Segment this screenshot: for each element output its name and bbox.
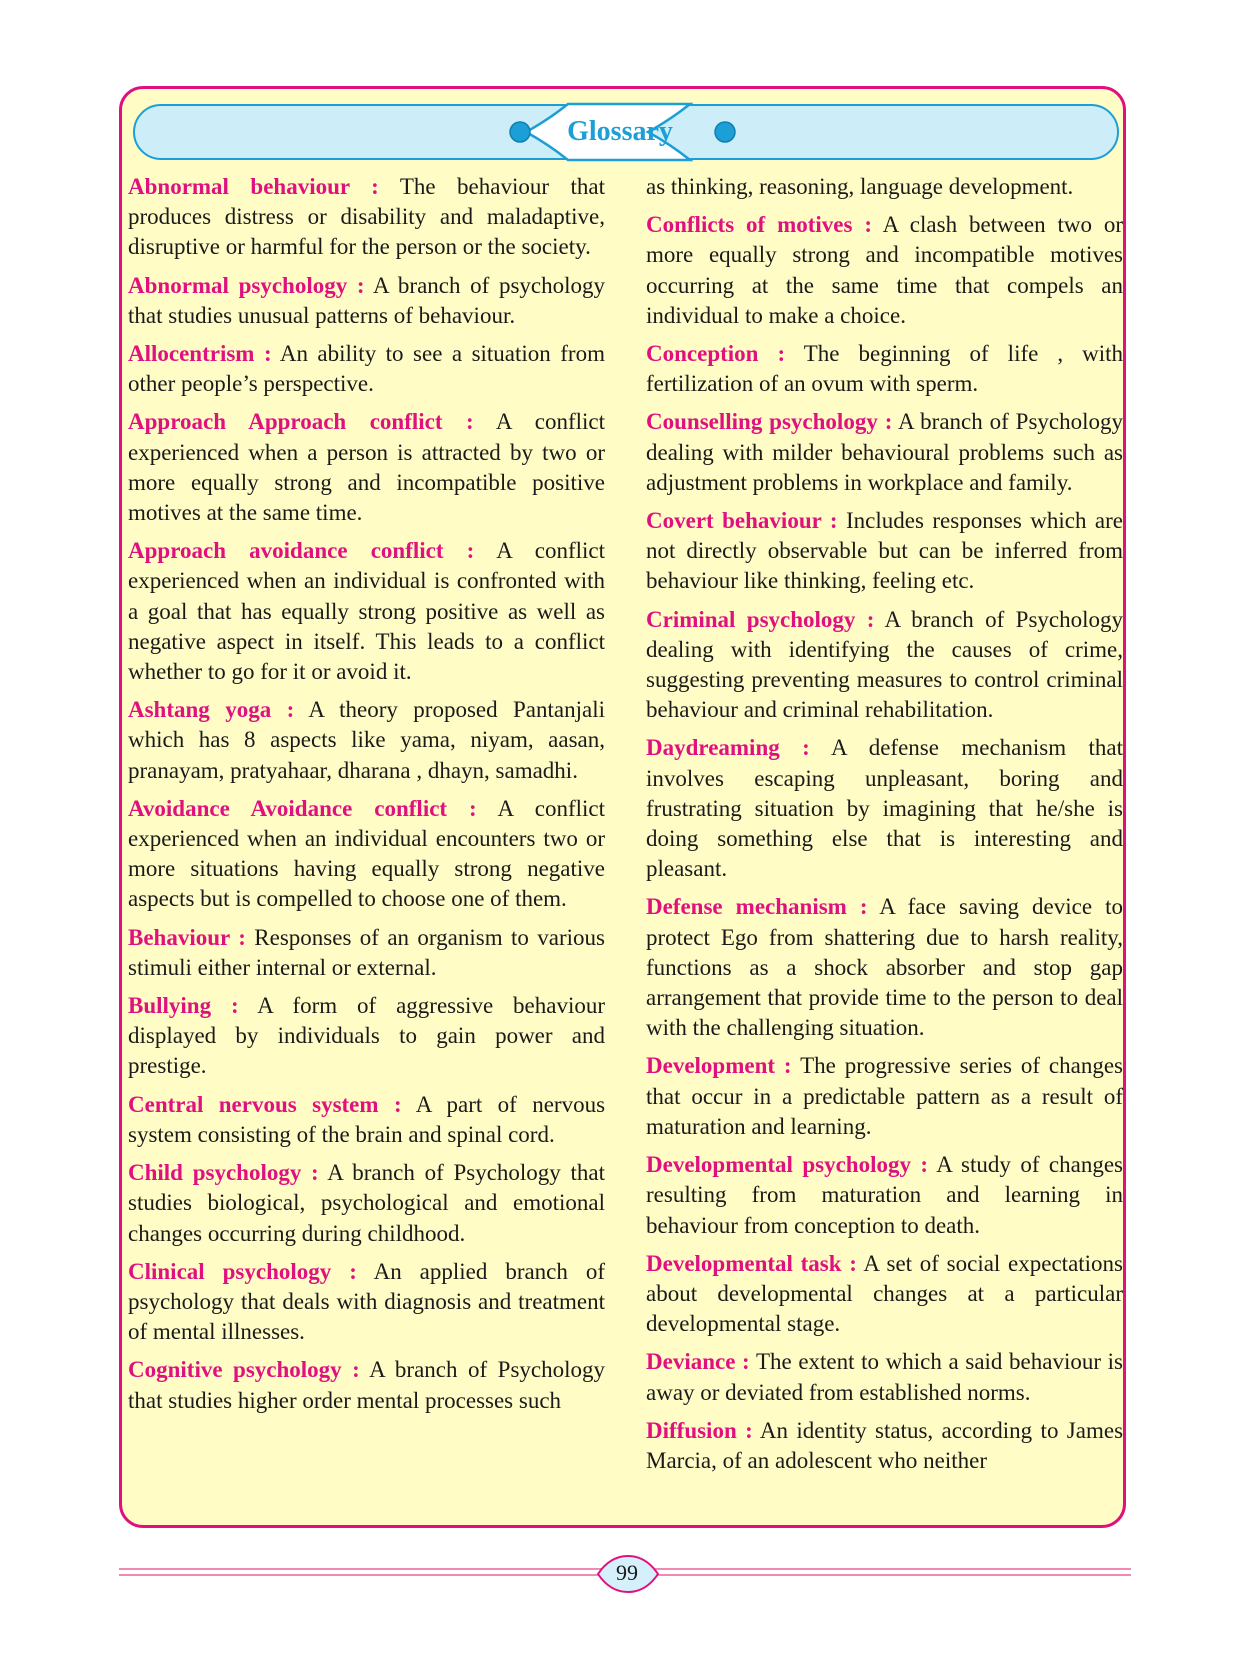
glossary-term: Development : (646, 1053, 792, 1079)
glossary-term: Bullying : (128, 993, 239, 1019)
glossary-definition: Includes responses which are not directly observable but can be inferred from behaviour like thinking, feeling etc. (646, 508, 1123, 594)
glossary-definition: An ability to see a situation from other people’s perspective. (128, 341, 605, 397)
glossary-definition: An identity status, according to James Marcia, of an adolescent who neither (646, 1417, 1124, 1473)
glossary-definition: A part of nervous system consisting of the brain and spinal cord. (128, 1091, 606, 1147)
glossary-entry (646, 733, 1123, 884)
glossary-entry (646, 339, 1123, 399)
glossary-entry (128, 991, 605, 1082)
glossary-definition: The extent to which a said behaviour is away or deviated from established norms. (646, 1349, 1123, 1405)
glossary-definition: as thinking, reasoning, language development. (646, 174, 1074, 199)
glossary-definition: A branch of Psychology dealing with identifying the causes of crime, suggesting preventing measures to control criminal behaviour and criminal rehabilitation. (646, 606, 1124, 723)
glossary-entry (646, 407, 1123, 498)
glossary-definition: A branch of psychology that studies unusual patterns of behaviour. (128, 272, 606, 328)
ornament-dot-left-icon (510, 122, 530, 142)
glossary-entry (646, 1347, 1123, 1407)
glossary-entry (128, 172, 605, 263)
glossary-definition: The progressive series of changes that occur in a predictable pattern as a result of maturation and learning. (646, 1053, 1124, 1139)
glossary-definition: A defense mechanism that involves escaping unpleasant, boring and frustrating situation by imagining that he/she is doing something else that is interesting and pleasant. (646, 735, 1123, 882)
glossary-entry (646, 1150, 1123, 1241)
glossary-term: Counselling psychology : (646, 409, 893, 435)
glossary-term: Developmental psychology : (646, 1152, 929, 1178)
glossary-entry (646, 172, 1123, 202)
glossary-definition: A theory proposed Pantanjali which has 8 aspects like yama, niyam, aasan, pranayam, pratyahaar, dharana , dhayn, samadhi. (128, 697, 605, 783)
glossary-term: Clinical psychology : (128, 1258, 357, 1284)
glossary-term: Defense mechanism : (646, 894, 868, 920)
glossary-term: Criminal psychology : (646, 606, 875, 632)
glossary-entry (646, 506, 1123, 597)
page-title: Glossary (567, 116, 673, 147)
glossary-term: Diffusion : (646, 1417, 753, 1443)
glossary-term: Avoidance Avoidance conflict : (128, 795, 477, 821)
glossary-term: Conflicts of motives : (646, 212, 872, 238)
banner-ornament (0, 0, 1241, 200)
glossary-entry (128, 695, 605, 786)
glossary-definition: The behaviour that produces distress or disability and maladaptive, disruptive or harmful for the person or the society. (128, 174, 605, 260)
glossary-definition: A conflict experienced when an individual is confronted with a goal that has equally strong positive as well as negative aspect in itself. This leads to a conflict whether to go for it or avoid it. (128, 538, 606, 685)
glossary-entry (128, 794, 605, 915)
glossary-term: Approach Approach conflict : (128, 409, 474, 435)
glossary-left-column (128, 172, 605, 1424)
glossary-entry (646, 605, 1123, 726)
glossary-term: Deviance : (646, 1349, 750, 1375)
glossary-entry (128, 1257, 605, 1348)
glossary-entry (128, 923, 605, 983)
glossary-entry (128, 407, 605, 528)
glossary-right-column (646, 172, 1123, 1484)
glossary-term: Abnormal behaviour : (128, 174, 379, 199)
glossary-entry (128, 271, 605, 331)
glossary-entry (128, 1355, 605, 1415)
glossary-term: Approach avoidance conflict : (128, 538, 475, 564)
glossary-definition: A face saving device to protect Ego from shattering due to harsh reality, functions as a shock absorber and stop gap arrangement that provide time to the person to deal with the challenging situation. (646, 894, 1123, 1041)
glossary-entry (646, 1416, 1123, 1476)
glossary-definition: Responses of an organism to various stimuli either internal or external. (128, 924, 606, 980)
glossary-definition: The beginning of life , with fertilization of an ovum with sperm. (646, 341, 1123, 397)
glossary-term: Ashtang yoga : (128, 697, 295, 723)
glossary-term: Central nervous system : (128, 1091, 402, 1117)
glossary-term: Allocentrism : (128, 341, 272, 367)
glossary-entry (128, 1090, 605, 1150)
glossary-term: Abnormal psychology : (128, 272, 365, 298)
glossary-entry (646, 210, 1123, 331)
glossary-definition: A branch of Psychology that studies biological, psychological and emotional changes occurring during childhood. (128, 1160, 606, 1246)
glossary-term: Behaviour : (128, 924, 246, 950)
glossary-definition: A form of aggressive behaviour displayed by individuals to gain power and prestige. (128, 993, 605, 1079)
glossary-term: Covert behaviour : (646, 508, 838, 534)
glossary-term: Daydreaming : (646, 735, 810, 761)
glossary-entry (128, 339, 605, 399)
glossary-term: Developmental task : (646, 1250, 857, 1276)
ornament-dot-right-icon (715, 122, 735, 142)
glossary-definition: A conflict experienced when an individual encounters two or more situations having equally strong negative aspects but is compelled to choose one of them. (128, 795, 605, 912)
glossary-term: Conception : (646, 341, 786, 367)
glossary-definition: An applied branch of psychology that deals with diagnosis and treatment of mental illnesses. (128, 1258, 606, 1345)
glossary-entry (646, 892, 1123, 1043)
glossary-entry (128, 1158, 605, 1249)
glossary-term: Child psychology : (128, 1160, 319, 1186)
glossary-definition: A set of social expectations about developmental changes at a particular developmental stage. (646, 1250, 1124, 1337)
glossary-definition: A branch of Psychology that studies higher order mental processes such (128, 1357, 605, 1413)
glossary-entry (646, 1051, 1123, 1142)
glossary-entry (128, 536, 605, 687)
glossary-entry (646, 1249, 1123, 1340)
page-number: 99 (616, 1560, 638, 1585)
glossary-definition: A clash between two or more equally strong and incompatible motives occurring at the same time that compels an individual to make a choice. (646, 212, 1123, 328)
glossary-definition: A study of changes resulting from maturation and learning in behaviour from conception to death. (646, 1152, 1123, 1238)
glossary-term: Cognitive psychology : (128, 1357, 360, 1383)
glossary-definition: A branch of Psychology dealing with milder behavioural problems such as adjustment problems in workplace and family. (646, 409, 1124, 495)
glossary-definition: A conflict experienced when a person is attracted by two or more equally strong and incompatible positive motives at the same time. (128, 409, 605, 526)
